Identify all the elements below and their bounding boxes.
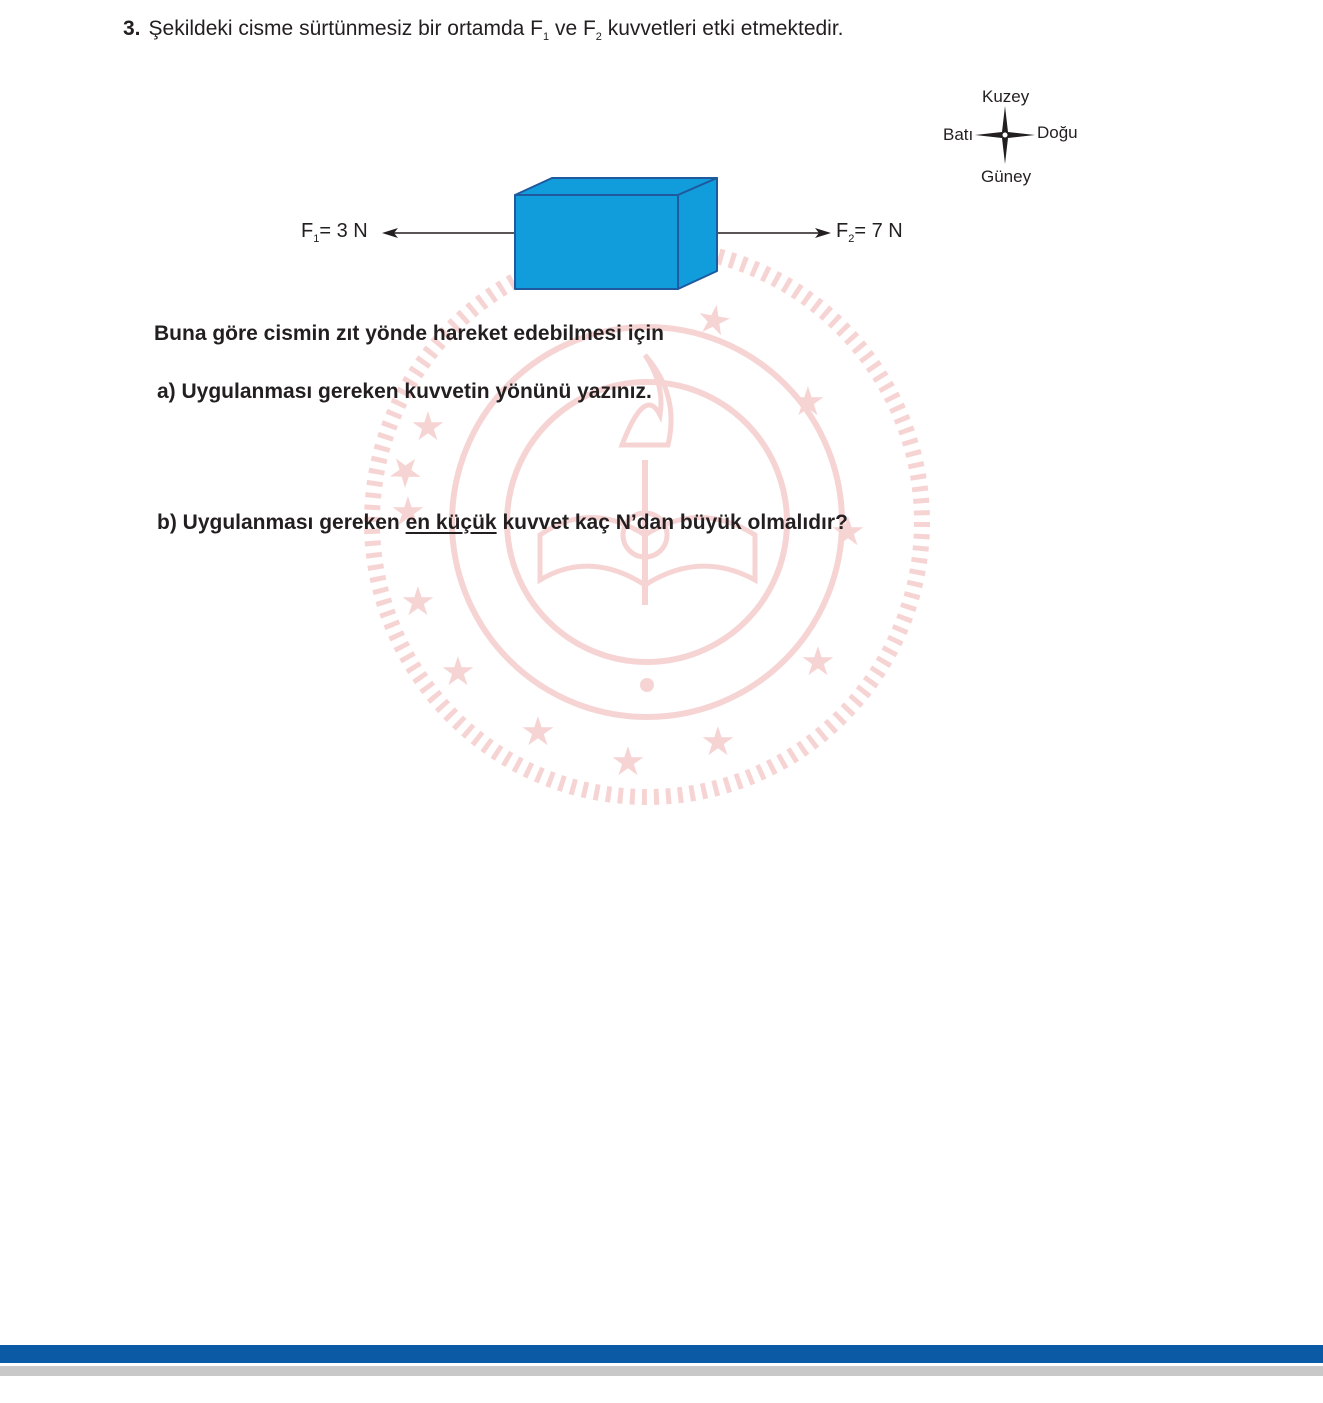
f1-subscript: 1 bbox=[542, 31, 550, 43]
compass bbox=[940, 84, 1090, 189]
compass-east-label: Doğu bbox=[1037, 123, 1078, 142]
compass-north-label: Kuzey bbox=[982, 87, 1030, 106]
footer-blue-bar bbox=[0, 1345, 1323, 1363]
part-a-question: a) Uygulanması gereken kuvvetin yönünü yazınız. bbox=[157, 380, 652, 403]
question-prompt: Buna göre cismin zıt yönde hareket edebilmesi için bbox=[154, 322, 664, 345]
question-number: 3. bbox=[123, 17, 141, 40]
question-text-part3: kuvvetleri etki etmektedir. bbox=[601, 17, 844, 40]
svg-text:★: ★ bbox=[800, 639, 836, 685]
svg-text:★: ★ bbox=[410, 404, 446, 450]
svg-text:★: ★ bbox=[830, 509, 866, 555]
svg-text:★: ★ bbox=[377, 442, 434, 501]
svg-text:★: ★ bbox=[400, 579, 436, 625]
svg-text:★: ★ bbox=[390, 489, 426, 535]
part-b-question: b) Uygulanması gereken en küçük kuvvet kaç N’dan büyük olmalıdır? bbox=[157, 511, 848, 534]
box-object bbox=[515, 178, 717, 289]
box-front-face bbox=[515, 195, 678, 289]
svg-text:★: ★ bbox=[610, 739, 646, 785]
f2-label-subscript: 2 bbox=[848, 233, 855, 245]
force-diagram bbox=[290, 170, 930, 300]
f2-subscript: 2 bbox=[595, 31, 602, 43]
question-header bbox=[123, 17, 844, 41]
svg-text:★: ★ bbox=[790, 379, 826, 425]
underlined-phrase: en küçük bbox=[405, 511, 497, 534]
box-side-face bbox=[678, 178, 717, 289]
svg-text:★: ★ bbox=[520, 709, 556, 755]
svg-text:★: ★ bbox=[700, 719, 736, 765]
f2-label: $F_2= 7$ N bbox=[836, 220, 903, 245]
f1-label-subscript: 1 bbox=[313, 233, 320, 245]
f1-label: $F_1= 3$ N bbox=[301, 220, 368, 245]
question-text-part1: Şekildeki cisme sürtünmesiz bir ortamda F bbox=[148, 17, 543, 40]
question-text-part2: ve F bbox=[549, 17, 596, 40]
svg-text:★: ★ bbox=[692, 294, 736, 347]
footer-gray-bar bbox=[0, 1366, 1323, 1376]
compass-rose-icon bbox=[975, 106, 1035, 164]
svg-text:★: ★ bbox=[440, 649, 476, 695]
compass-south-label: Güney bbox=[981, 167, 1032, 186]
compass-west-label: Batı bbox=[943, 125, 974, 144]
force-diagram-graphics bbox=[290, 170, 930, 300]
